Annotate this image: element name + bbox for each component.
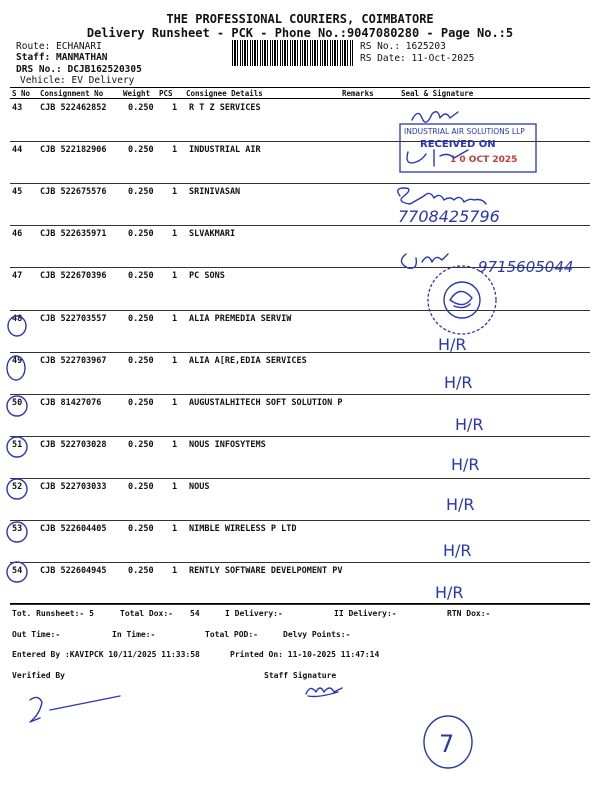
row-sno: 52 — [12, 481, 23, 492]
row-weight: 0.250 — [128, 313, 154, 324]
circle-sno-49 — [7, 356, 25, 380]
row-weight: 0.250 — [128, 145, 154, 156]
col-consignment: Consignment No — [40, 89, 104, 98]
row-pcs: 1 — [172, 187, 178, 198]
verified-by-label: Verified By — [12, 671, 65, 680]
row-pcs: 1 — [172, 103, 178, 113]
row-consignment-no: CJB 522182906 — [40, 145, 107, 156]
printed-on: Printed On: 11-10-2025 11:47:14 — [230, 650, 380, 659]
staff-label: Staff: MANMATHAN — [16, 52, 108, 63]
total-runsheet: Tot. Runsheet:- 5 — [12, 609, 94, 618]
row-consignment-no: CJB 522703028 — [40, 439, 107, 450]
col-pcs: PCS — [159, 89, 173, 98]
row-weight: 0.250 — [128, 481, 154, 492]
row-sno: 54 — [12, 566, 23, 577]
hr-mark-row50: H/R — [455, 415, 484, 434]
row-pcs: 1 — [172, 355, 178, 366]
row-consignment-no: CJB 522635971 — [40, 229, 107, 240]
round-seal — [428, 266, 496, 334]
circle-sno-50 — [7, 396, 27, 416]
stamp-received: RECEIVED ON — [420, 139, 496, 150]
hr-mark-row53: H/R — [443, 541, 472, 560]
row-sno: 46 — [12, 229, 23, 240]
drs-number: DRS No.: DCJB162520305 — [16, 64, 142, 75]
row-consignment-no: CJB 522604405 — [40, 524, 107, 534]
row-pcs: 1 — [172, 566, 178, 577]
in-time: In Time:- — [112, 630, 156, 639]
received-stamp — [400, 124, 536, 172]
circle-sno-52 — [7, 479, 27, 499]
row-consignee: AUGUSTALHITECH SOFT SOLUTION P — [189, 397, 343, 408]
hr-mark-row48: H/R — [438, 335, 467, 354]
row-sno: 47 — [12, 271, 23, 282]
phone-row46: 9715605044 — [478, 258, 574, 276]
total-dox-label: Total Dox:- — [120, 609, 173, 618]
col-remarks: Remarks — [342, 89, 374, 98]
row-consignment-no: CJB 522703557 — [40, 313, 107, 324]
row-consignment-no: CJB 522462852 — [40, 103, 107, 113]
row-consignee: RENTLY SOFTWARE DEVELPOMENT PV — [189, 566, 343, 577]
row-pcs: 1 — [172, 145, 178, 156]
rs-date: RS Date: 11-Oct-2025 — [360, 53, 475, 64]
row-weight: 0.250 — [128, 355, 154, 366]
row-sno: 49 — [12, 355, 23, 366]
rtn-dox: RTN Dox:- — [447, 609, 491, 618]
row-consignee: R T Z SERVICES — [189, 103, 261, 113]
row-consignee: SLVAKMARI — [189, 229, 236, 240]
row-consignment-no: CJB 522670396 — [40, 271, 107, 282]
row-consignee: NOUS INFOSYTEMS — [189, 439, 266, 450]
row-pcs: 1 — [172, 313, 178, 324]
row-consignment-no: CJB 522703967 — [40, 355, 107, 366]
staff-signature-label: Staff Signature — [264, 671, 337, 680]
row-consignee: INDUSTRIAL AIR — [189, 145, 261, 156]
circle-sno-54 — [7, 562, 27, 582]
row-consignment-no: CJB 81427076 — [40, 397, 102, 408]
runsheet-subtitle: Delivery Runsheet - PCK - Phone No.:9047080280 - Page No.:5 — [86, 26, 514, 40]
col-sno: S No — [12, 89, 31, 98]
row-weight: 0.250 — [128, 439, 154, 450]
hr-mark-row49: H/R — [444, 373, 473, 392]
row-weight: 0.250 — [128, 271, 154, 282]
circle-sno-48 — [8, 313, 26, 336]
row-weight: 0.250 — [128, 229, 154, 240]
row-pcs: 1 — [172, 271, 178, 282]
row-sno: 45 — [12, 187, 23, 198]
row-weight: 0.250 — [128, 524, 154, 534]
company-title: THE PROFESSIONAL COURIERS, COIMBATORE — [166, 12, 434, 26]
row-sno: 51 — [12, 439, 23, 450]
row-weight: 0.250 — [128, 397, 154, 408]
i-delivery: I Delivery:- — [225, 609, 283, 618]
circle-sno-53 — [7, 522, 27, 542]
row-pcs: 1 — [172, 397, 178, 408]
row-consignee: NIMBLE WIRELESS P LTD — [189, 524, 297, 534]
entered-by: Entered By :KAVIPCK 10/11/2025 11:33:58 — [12, 650, 200, 659]
col-consignee: Consignee Details — [186, 89, 263, 98]
row-consignee: SRINIVASAN — [189, 187, 241, 198]
hr-mark-row51: H/R — [451, 455, 480, 474]
route-label: Route: ECHANARI — [16, 41, 102, 52]
staff-signature — [306, 688, 342, 697]
row-sno: 43 — [12, 103, 23, 113]
out-time: Out Time:- — [12, 630, 61, 639]
row-sno: 50 — [12, 397, 23, 408]
row-pcs: 1 — [172, 524, 178, 534]
ii-delivery: II Delivery:- — [334, 609, 397, 618]
rs-number: RS No.: 1625203 — [360, 41, 446, 52]
row-sno: 48 — [12, 313, 23, 324]
row-weight: 0.250 — [128, 187, 154, 198]
row-consignment-no: CJB 522604945 — [40, 566, 107, 577]
vehicle-label: Vehicle: EV Delivery — [20, 75, 135, 86]
total-dox-value: 54 — [190, 609, 200, 618]
page-circle-number: 7 — [439, 730, 455, 758]
row-weight: 0.250 — [128, 103, 154, 113]
row-sno: 53 — [12, 524, 23, 534]
stamp-date: 1 0 OCT 2025 — [450, 155, 518, 165]
verified-signature — [30, 696, 120, 722]
signature-row43 — [412, 112, 458, 122]
phone-row45: 7708425796 — [398, 207, 500, 226]
row-consignee: ALIA A[RE,EDIA SERVICES — [189, 355, 307, 366]
col-seal-signature: Seal & Signature — [401, 89, 474, 98]
signature-row46 — [401, 254, 448, 268]
delivery-points: Delvy Points:- — [283, 630, 351, 639]
row-consignee: PC SONS — [189, 271, 225, 282]
stamp-company: INDUSTRIAL AIR SOLUTIONS LLP — [404, 127, 525, 136]
hr-mark-row52: H/R — [446, 495, 475, 514]
row-consignee: NOUS — [189, 481, 210, 492]
total-pod: Total POD:- — [205, 630, 258, 639]
row-consignment-no: CJB 522675576 — [40, 187, 107, 198]
row-consignment-no: CJB 522703033 — [40, 481, 107, 492]
row-consignee: ALIA PREMEDIA SERVIW — [189, 313, 292, 324]
row-pcs: 1 — [172, 229, 178, 240]
row-sno: 44 — [12, 145, 23, 156]
row-pcs: 1 — [172, 439, 178, 450]
signature-row45 — [398, 188, 486, 204]
hr-mark-row54: H/R — [435, 583, 464, 602]
col-weight: Weight — [123, 89, 151, 98]
circle-sno-51 — [7, 437, 27, 457]
row-pcs: 1 — [172, 481, 178, 492]
row-weight: 0.250 — [128, 566, 154, 577]
